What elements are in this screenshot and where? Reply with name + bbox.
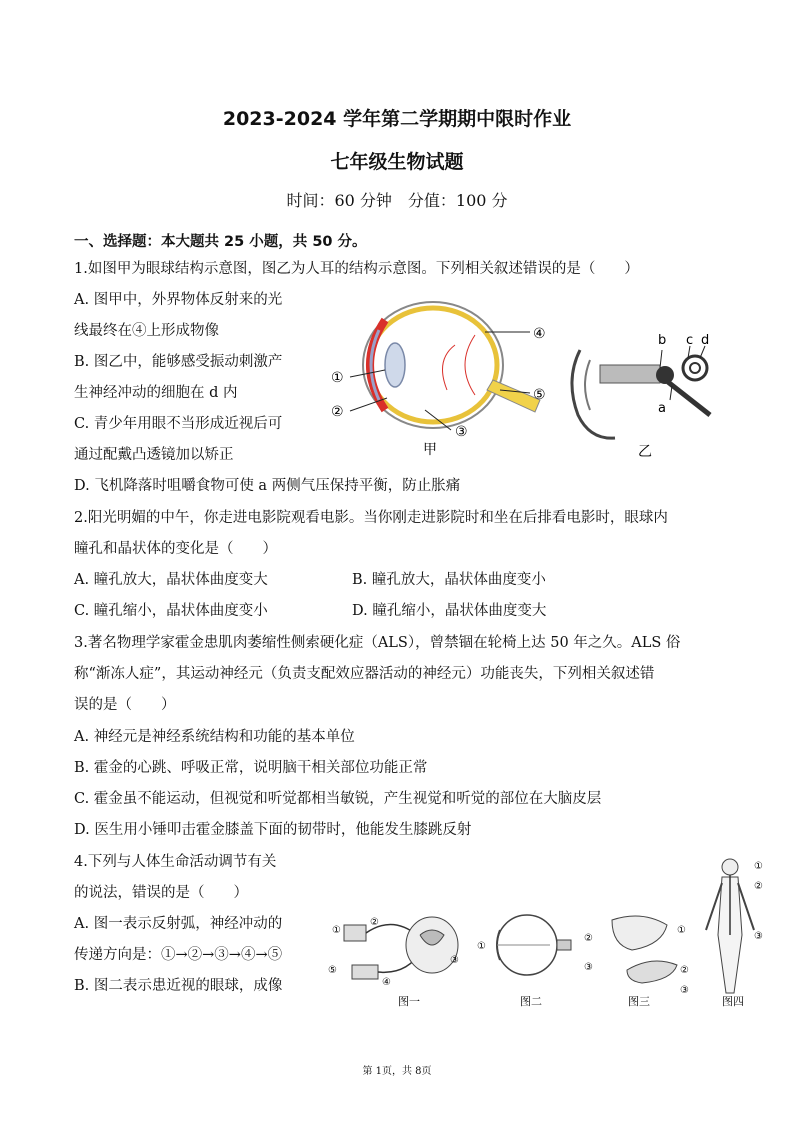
exam-subtitle: 七年级生物试题 [330,151,464,173]
regulation-figures [322,855,772,1015]
ear-mark-a: a [658,401,666,416]
q1-option-b-line2: 生神经冲动的细胞在 d 内 [74,385,238,401]
q4-stem-line1: 4.下列与人体生命活动调节有关 [74,854,277,870]
ear-structure-diagram [560,320,730,460]
q2-option-c: C. 瞳孔缩小，晶状体曲度变小 [74,603,268,619]
q2-option-a: A. 瞳孔放大，晶状体曲度变大 [74,572,268,588]
svg-text:②: ② [680,965,689,976]
svg-text:②: ② [754,881,763,892]
svg-text:①: ① [332,925,341,936]
q4-option-b-line1: B. 图二表示患近视的眼球，成像 [74,978,283,994]
svg-text:①: ① [754,861,763,872]
q2-option-b: B. 瞳孔放大，晶状体曲度变小 [352,572,546,588]
q3-option-b: B. 霍金的心跳、呼吸正常，说明脑干相关部位功能正常 [74,760,428,776]
liver-pancreas-figure [612,916,689,1008]
q4-option-a-line2: 传递方向是：①→②→③→④→⑤ [74,947,283,963]
ear-figure-label: 乙 [638,444,652,460]
svg-text:②: ② [370,917,379,928]
q3-option-d: D. 医生用小锤叩击霍金膝盖下面的韧带时，他能发生膝跳反射 [74,822,472,838]
svg-text:③: ③ [584,962,593,973]
q1-stem: 1.如图甲为眼球结构示意图，图乙为人耳的结构示意图。下列相关叙述错误的是（ ） [74,261,639,277]
q3-option-c: C. 霍金虽不能运动，但视觉和听觉都相当敏锐，产生视觉和听觉的部位在大脑皮层 [74,791,602,807]
q3-option-a: A. 神经元是神经系统结构和功能的基本单位 [74,729,355,745]
q2-option-d: D. 瞳孔缩小，晶状体曲度变大 [352,603,547,619]
section-heading: 一、选择题：本大题共 25 小题，共 50 分。 [74,234,367,250]
fig3-label: 图三 [628,995,650,1008]
eye-mark-3: ③ [455,424,468,440]
svg-text:⑤: ⑤ [328,965,337,976]
eye-mark-4: ④ [533,326,546,342]
fig1-label: 图一 [398,995,420,1008]
q1-option-d: D. 飞机降落时咀嚼食物可使 a 两侧气压保持平衡，防止胀痛 [74,478,461,494]
exam-title: 2023-2024 学年第二学期期中限时作业 [222,108,572,130]
q3-stem-line3: 误的是（ ） [74,697,176,713]
svg-text:③: ③ [680,985,689,996]
q1-option-a-line2: 线最终在④上形成物像 [74,323,219,339]
myopic-eye-figure [477,915,593,1008]
q1-option-b-line1: B. 图乙中，能够感受振动刺激产 [74,354,283,370]
svg-text:③: ③ [754,931,763,942]
q4-stem-line2: 的说法，错误的是（ ） [74,885,248,901]
svg-text:③: ③ [450,955,459,966]
fig2-label: 图二 [520,995,542,1008]
ear-mark-d: d [701,333,710,348]
svg-text:①: ① [477,941,486,952]
svg-text:②: ② [584,933,593,944]
eye-figure-label: 甲 [423,442,437,458]
q3-stem-line1: 3.著名物理学家霍金患肌肉萎缩性侧索硬化症（ALS），曾禁锢在轮椅上达 50 年之久。ALS 俗 [74,635,681,651]
eye-mark-2: ② [331,404,344,420]
q1-option-c-line1: C. 青少年用眼不当形成近视后可 [74,416,283,432]
q1-option-c-line2: 通过配戴凸透镜加以矫正 [74,447,234,463]
svg-text:①: ① [677,925,686,936]
q1-option-a-line1: A. 图甲中，外界物体反射来的光 [74,292,283,308]
nervous-system-figure [706,859,763,1008]
q3-stem-line2: 称“渐冻人症”，其运动神经元（负责支配效应器活动的神经元）功能丧失，下列相关叙述错 [74,666,655,682]
eye-mark-1: ① [331,370,344,386]
q2-stem-line1: 2.阳光明媚的中午，你走进电影院观看电影。当你刚走进影院时和坐在后排看电影时，眼球内 [74,510,668,526]
page-footer: 第 1页，共 8页 [362,1066,432,1077]
ear-mark-b: b [658,333,667,348]
fig4-label: 图四 [722,995,744,1008]
exam-meta: 时间：60 分钟 分值：100 分 [286,191,508,210]
reflex-arc-figure [328,917,459,1008]
q2-stem-line2: 瞳孔和晶状体的变化是（ ） [74,541,277,557]
svg-text:④: ④ [382,977,391,988]
ear-mark-c: c [686,333,694,348]
eye-structure-diagram [325,290,555,460]
eye-mark-5: ⑤ [533,387,546,403]
q4-option-a-line1: A. 图一表示反射弧，神经冲动的 [74,916,283,932]
